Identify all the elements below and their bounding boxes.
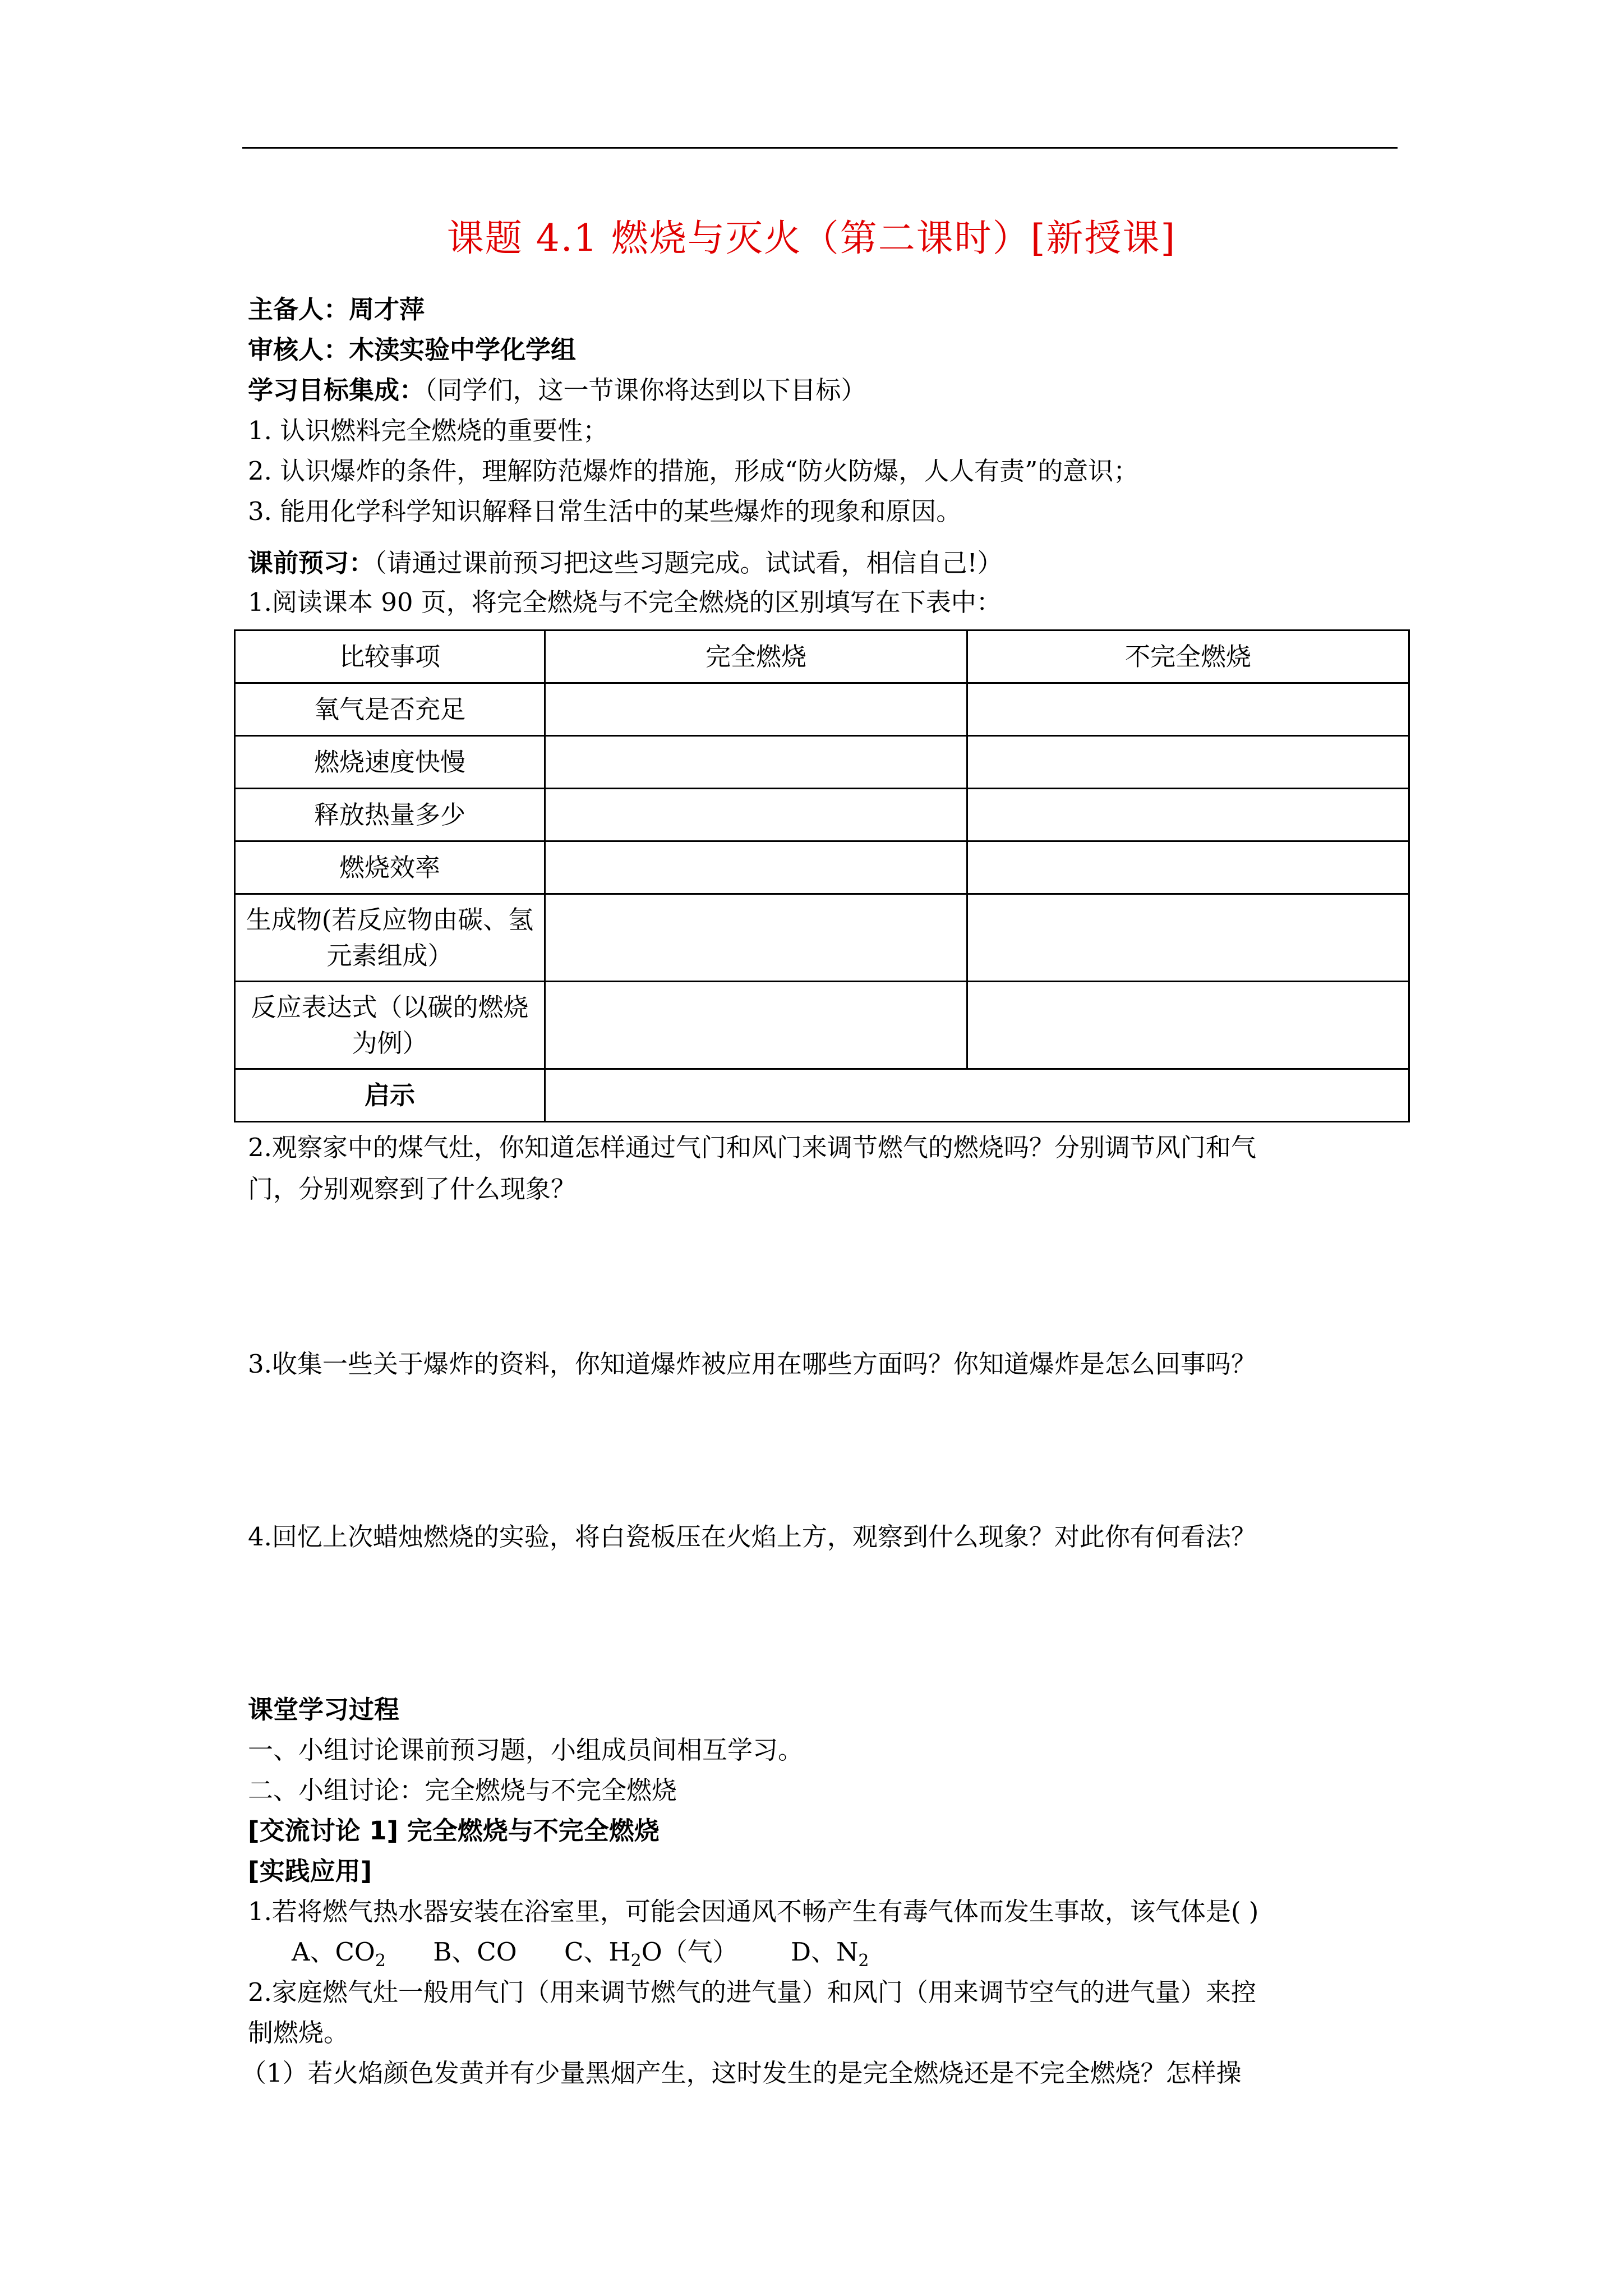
row-label: 反应表达式（以碳的燃烧为例） (235, 982, 545, 1069)
table-row (235, 789, 1409, 841)
answer-cell[interactable] (545, 894, 967, 982)
preview-question-2: 2.观察家中的煤气灶，你知道怎样通过气门和风门来调节燃气的燃烧吗？分别调节风门和气 (248, 1133, 1256, 1162)
header-rule (242, 147, 1398, 149)
option-c-tail: O（气） (641, 1937, 738, 1967)
preparer-line: 主备人：周才萍 (248, 295, 425, 324)
answer-cell[interactable] (545, 789, 967, 841)
page-title: 课题 4.1 燃烧与灭火（第二课时）[新授课] (446, 217, 1177, 260)
table-header: 比较事项 (235, 631, 545, 683)
objectives-heading-line (248, 372, 866, 408)
preview-question-1: 1.阅读课本 90 页，将完全燃烧与不完全燃烧的区别填写在下表中： (248, 587, 1002, 617)
answer-cell[interactable] (967, 841, 1409, 894)
table-row (235, 1069, 1409, 1122)
answer-cell[interactable] (967, 736, 1409, 789)
row-label: 燃烧速度快慢 (235, 736, 545, 789)
row-label: 燃烧效率 (235, 841, 545, 894)
practice-question-2-cont: 制燃烧。 (248, 2018, 349, 2047)
option-b: B、CO (433, 1937, 517, 1967)
answer-cell[interactable] (967, 789, 1409, 841)
preview-question-4: 4.回忆上次蜡烛燃烧的实验，将白瓷板压在火焰上方，观察到什么现象？对此你有何看法？ (248, 1522, 1256, 1552)
subscript: 2 (858, 1951, 869, 1971)
table-row (235, 736, 1409, 789)
row-label: 氧气是否充足 (235, 683, 545, 736)
answer-cell[interactable] (545, 841, 967, 894)
practice-question-2-sub1: （1）若火焰颜色发黄并有少量黑烟产生，这时发生的是完全燃烧还是不完全燃烧？怎样操 (241, 2058, 1242, 2088)
subscript: 2 (630, 1951, 642, 1971)
preview-heading-line (248, 545, 1003, 581)
answer-cell[interactable] (545, 683, 967, 736)
table-header: 完全燃烧 (545, 631, 967, 683)
answer-cell[interactable] (545, 736, 967, 789)
preview-heading: 课前预习： (248, 548, 375, 578)
comparison-table (234, 629, 1410, 1122)
objective-item: 3. 能用化学科学知识解释日常生活中的某些爆炸的现象和原因。 (248, 496, 962, 526)
discussion-heading: [交流讨论 1] 完全燃烧与不完全燃烧 (248, 1816, 660, 1846)
practice-question-1: 1.若将燃气热水器安装在浴室里，可能会因通风不畅产生有毒气体而发生事故，该气体是( ) (248, 1897, 1259, 1926)
option-a: A、CO (292, 1937, 375, 1967)
objective-item: 2. 认识爆炸的条件，理解防范爆炸的措施，形成“防火防爆，人人有责”的意识； (248, 456, 1139, 486)
preview-question-3: 3.收集一些关于爆炸的资料，你知道爆炸被应用在哪些方面吗？你知道爆炸是怎么回事吗？ (248, 1349, 1256, 1379)
option-d: D、N (790, 1937, 859, 1967)
table-row (235, 841, 1409, 894)
preview-question-2-cont: 门，分别观察到了什么现象？ (248, 1174, 577, 1204)
objectives-heading: 学习目标集成： (248, 375, 425, 405)
table-row (235, 982, 1409, 1069)
answer-cell[interactable] (545, 1069, 1409, 1122)
table-header: 不完全燃烧 (967, 631, 1409, 683)
practice-question-2: 2.家庭燃气灶一般用气门（用来调节燃气的进气量）和风门（用来调节空气的进气量）来控 (248, 1977, 1256, 2007)
table-row (235, 683, 1409, 736)
table-header-row (235, 631, 1409, 683)
option-c: C、H (564, 1937, 631, 1967)
row-label: 生成物(若反应物由碳、氢元素组成） (235, 894, 545, 982)
answer-options (292, 1934, 869, 1979)
answer-cell[interactable] (545, 982, 967, 1069)
classroom-step-1: 一、小组讨论课前预习题，小组成员间相互学习。 (248, 1735, 804, 1765)
answer-cell[interactable] (967, 982, 1409, 1069)
table-row (235, 894, 1409, 982)
classroom-step-2: 二、小组讨论：完全燃烧与不完全燃烧 (248, 1775, 677, 1805)
row-label: 释放热量多少 (235, 789, 545, 841)
practice-heading: [实践应用] (248, 1856, 372, 1886)
answer-cell[interactable] (967, 894, 1409, 982)
answer-cell[interactable] (967, 683, 1409, 736)
classroom-heading: 课堂学习过程 (248, 1695, 400, 1724)
row-label: 启示 (235, 1069, 545, 1122)
reviewer-line: 审核人：木渎实验中学化学组 (248, 335, 577, 365)
objectives-note: （同学们，这一节课你将达到以下目标） (425, 375, 866, 405)
subscript: 2 (375, 1951, 386, 1971)
preview-note: （请通过课前预习把这些习题完成。试试看，相信自己!） (374, 548, 1003, 578)
objective-item: 1. 认识燃料完全燃烧的重要性； (248, 416, 608, 445)
